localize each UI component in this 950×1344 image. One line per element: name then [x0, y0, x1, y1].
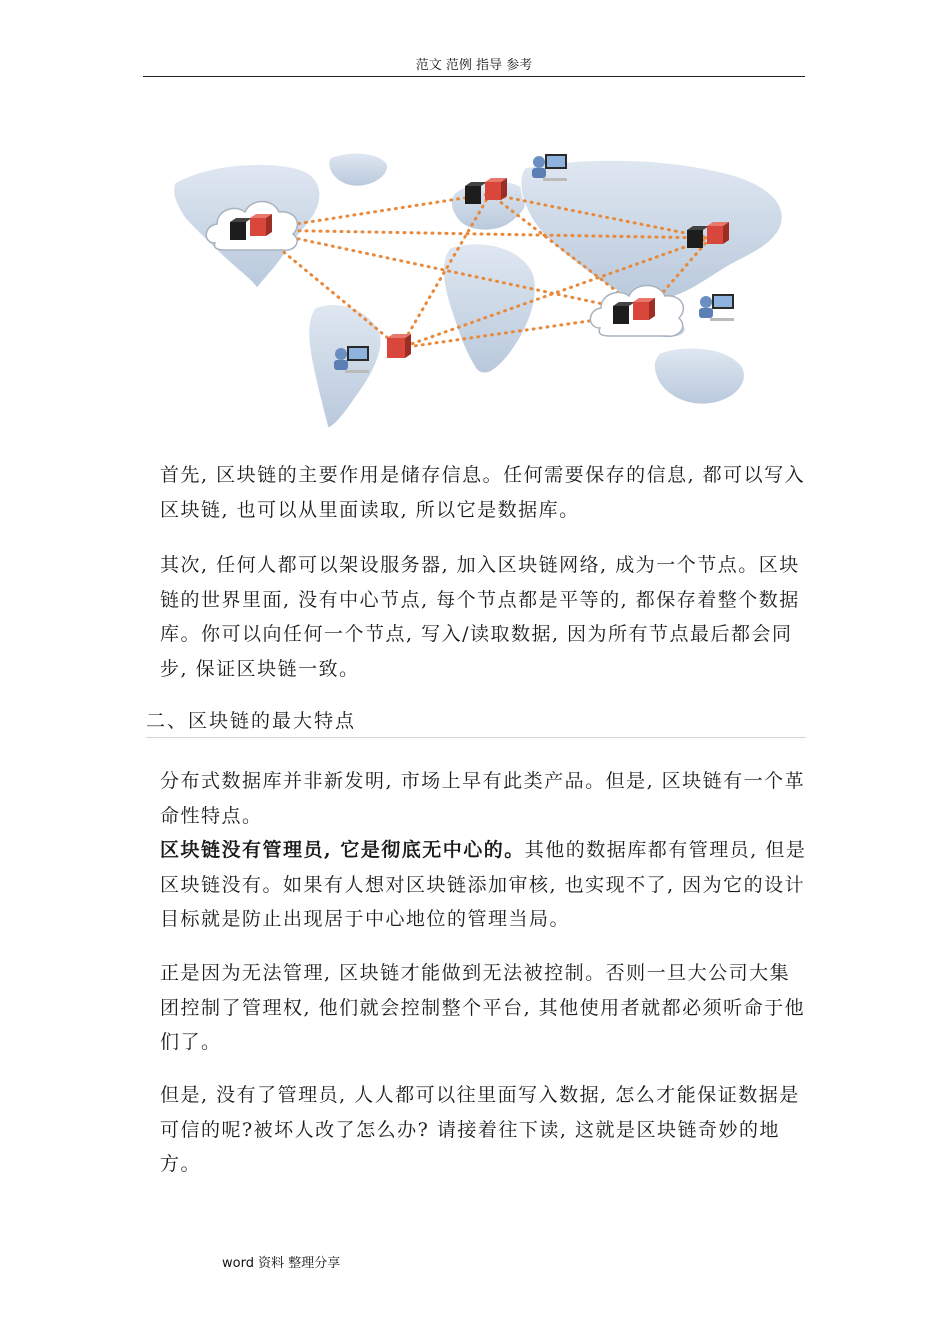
world-map-illustration — [165, 138, 795, 428]
paragraph-distributed-db: 分布式数据库并非新发明, 市场上早有此类产品。但是, 区块链有一个革命性特点。 — [160, 770, 806, 827]
page-footer: word 资料 整理分享 — [222, 1256, 341, 1271]
blockchain-network-world-map — [165, 138, 795, 428]
paragraph-no-admin — [160, 833, 810, 937]
server-node-south-america — [387, 334, 411, 358]
user-computer-icon — [699, 294, 734, 321]
asia — [521, 160, 782, 300]
paragraph-storage: 首先, 区块链的主要作用是储存信息。任何需要保存的信息, 都可以写入区块链, 也可以从里面读取, 所以它是数据库。 — [160, 464, 806, 521]
africa — [443, 244, 535, 373]
paragraph-nodes: 其次, 任何人都可以架设服务器, 加入区块链网络, 成为一个节点。区块链的世界里面, 没有中心节点, 每个节点都是平等的, 都保存着整个数据库。你可以向任何一个节点, 写入/读取数据, 因为所有节点最后都会同步, 保证区块链一致。 — [160, 554, 800, 680]
paragraph-trust-question: 但是, 没有了管理员, 人人都可以往里面写入数据, 怎么才能保证数据是可信的呢?被坏人改了怎么办? 请接着往下读, 这就是区块链奇妙的地方。 — [160, 1084, 800, 1175]
page-header: 范文 范例 指导 参考 — [143, 56, 805, 77]
paragraph-no-admin-text: 其他的数据库都有管理员, 但是区块链没有。如果有人想对区块链添加审核, 也实现不了, 因为它的设计目标就是防止出现居于中心地位的管理当局。 — [160, 839, 807, 930]
australia — [654, 348, 744, 404]
paragraph-uncontrollable: 正是因为无法管理, 区块链才能做到无法被控制。否则一旦大公司大集团控制了管理权, 他们就会控制整个平台, 其他使用者就都必须听命于他们了。 — [160, 962, 806, 1053]
section-heading: 二、区块链的最大特点 — [146, 705, 806, 738]
key-point-bold: 区块链没有管理员, 它是彻底无中心的。 — [160, 839, 525, 861]
greenland — [329, 153, 388, 186]
